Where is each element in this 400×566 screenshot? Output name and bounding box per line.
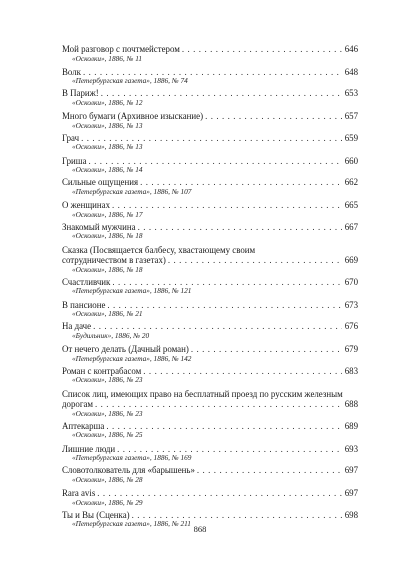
toc-entry — [62, 44, 358, 63]
entry-page-number: 697 — [344, 488, 358, 499]
entry-page-number: 679 — [344, 344, 358, 355]
entry-publication-source: «Осколки», 1886, № 18 — [72, 264, 143, 274]
entry-page-number: 683 — [344, 365, 358, 376]
entry-publication-source: «Осколки», 1886, № 21 — [72, 309, 143, 319]
entry-title: Лишние люди — [62, 443, 116, 454]
entry-page-number: 648 — [344, 66, 358, 77]
entry-page-number: 693 — [344, 443, 358, 454]
entry-publication-source: «Осколки», 1886, № 28 — [72, 474, 143, 484]
entry-publication-source: «Будильник», 1886, № 20 — [72, 330, 150, 340]
entry-title-continuation: сотрудничеством в газетах) — [62, 255, 166, 266]
entry-page-number: 660 — [344, 155, 358, 166]
dot-leader — [205, 111, 342, 122]
entry-title: Аптекарша — [62, 420, 105, 431]
dot-leader — [182, 44, 342, 55]
dot-leader — [112, 200, 342, 211]
entry-page-number: 667 — [344, 221, 358, 232]
entry-title-row — [62, 44, 358, 55]
toc-entry — [62, 321, 358, 340]
entry-publication-source: «Осколки», 1886, № 12 — [72, 97, 143, 107]
entry-title: Сказка (Посвящается балбесу, хвастающему своим — [62, 244, 256, 255]
entry-title: В пансионе — [62, 299, 106, 310]
toc-entry — [62, 366, 358, 385]
toc-entry — [62, 156, 358, 175]
dot-leader — [107, 300, 342, 311]
entry-publication-source: «Осколки», 1886, № 17 — [72, 209, 143, 219]
entry-page-number: 697 — [344, 465, 358, 476]
entry-title: Волк — [62, 66, 81, 77]
toc-entry — [62, 465, 358, 484]
entry-publication-source: «Петербургская газета», 1886, № 211 — [72, 519, 191, 529]
entry-publication-source: «Осколки», 1886, № 29 — [72, 497, 143, 507]
entry-publication-source: «Петербургская газета», 1886, № 169 — [72, 453, 192, 463]
toc-entry — [62, 67, 358, 86]
entry-title: Много бумаги (Архивное изыскание) — [62, 111, 204, 122]
entry-page-number: 698 — [344, 509, 358, 520]
entry-title: Мой разговор с почтмейстером — [62, 44, 180, 54]
entry-title: Словотолкователь для «барышень» — [62, 465, 195, 476]
toc-entry — [62, 488, 358, 507]
entry-page-number: 646 — [344, 44, 358, 54]
entry-page-number: 659 — [344, 132, 358, 143]
entry-title: Список лиц, имеющих право на бесплатный проезд по русским железным — [62, 388, 343, 399]
entry-publication-source: «Осколки», 1886, № 13 — [72, 120, 143, 130]
entry-page-number: 657 — [344, 111, 358, 122]
dot-leader — [143, 366, 342, 377]
toc-entry — [62, 444, 358, 463]
toc-entry — [62, 133, 358, 152]
entry-title: Роман с контрабасом — [62, 365, 142, 376]
entry-publication-source: «Осколки», 1886, № 18 — [72, 231, 143, 241]
entry-title: От нечего делать (Дачный роман) — [62, 344, 189, 355]
toc-entry — [62, 277, 358, 296]
entry-publication-source: «Осколки», 1886, № 13 — [72, 142, 143, 152]
entry-publication-source: «Осколки», 1886, № 25 — [72, 430, 143, 440]
toc-entry — [62, 200, 358, 219]
entry-title: Счастливчик — [62, 276, 111, 287]
entry-page-number: 665 — [344, 200, 358, 211]
dot-leader — [191, 344, 342, 355]
entry-title: О женщинах — [62, 200, 111, 211]
toc-entry — [62, 421, 358, 440]
toc-entry — [62, 245, 358, 275]
table-of-contents — [62, 44, 358, 533]
entry-title: Грач — [62, 132, 80, 143]
toc-entry — [62, 177, 358, 196]
entry-publication-source: «Осколки», 1886, № 11 — [72, 53, 143, 63]
entry-title: В Париж! — [62, 88, 99, 99]
entry-title-continuation: дорогам — [62, 399, 94, 410]
toc-entry — [62, 88, 358, 107]
entry-publication-source: «Осколки», 1886, № 23 — [72, 408, 143, 418]
toc-entry — [62, 389, 358, 419]
entry-page-number: 653 — [344, 88, 358, 99]
entry-publication-source: «Петербургская газета», 1886, № 107 — [72, 186, 192, 196]
dot-leader — [197, 465, 342, 476]
entry-title: Rara avis — [62, 488, 96, 499]
entry-page-number: 669 — [344, 255, 358, 266]
entry-title: На даче — [62, 321, 92, 332]
entry-page-number: 676 — [344, 321, 358, 332]
entry-page-number: 670 — [344, 276, 358, 287]
entry-page-number: 689 — [344, 420, 358, 431]
dot-leader — [138, 222, 342, 233]
entry-page-number: 662 — [344, 177, 358, 188]
toc-entry — [62, 344, 358, 363]
entry-page-number: 673 — [344, 299, 358, 310]
entry-title: Знакомый мужчина — [62, 221, 136, 232]
entry-publication-source: «Осколки», 1886, № 23 — [72, 375, 143, 385]
page-number-footer: 868 — [193, 524, 207, 534]
entry-page-number: 688 — [344, 399, 358, 410]
toc-entry — [62, 300, 358, 319]
dot-leader — [168, 255, 342, 266]
entry-publication-source: «Петербургская газета», 1886, № 142 — [72, 353, 192, 363]
entry-publication-source: «Осколки», 1886, № 14 — [72, 165, 143, 175]
toc-entry — [62, 222, 358, 241]
entry-title: Сильные ощущения — [62, 177, 139, 188]
entry-publication-source: «Петербургская газета», 1886, № 121 — [72, 286, 192, 296]
toc-entry — [62, 111, 358, 130]
entry-publication-source: «Петербургская газета», 1886, № 74 — [72, 76, 188, 86]
entry-title: Гриша — [62, 155, 87, 166]
entry-title: Ты и Вы (Сценка) — [62, 509, 130, 520]
